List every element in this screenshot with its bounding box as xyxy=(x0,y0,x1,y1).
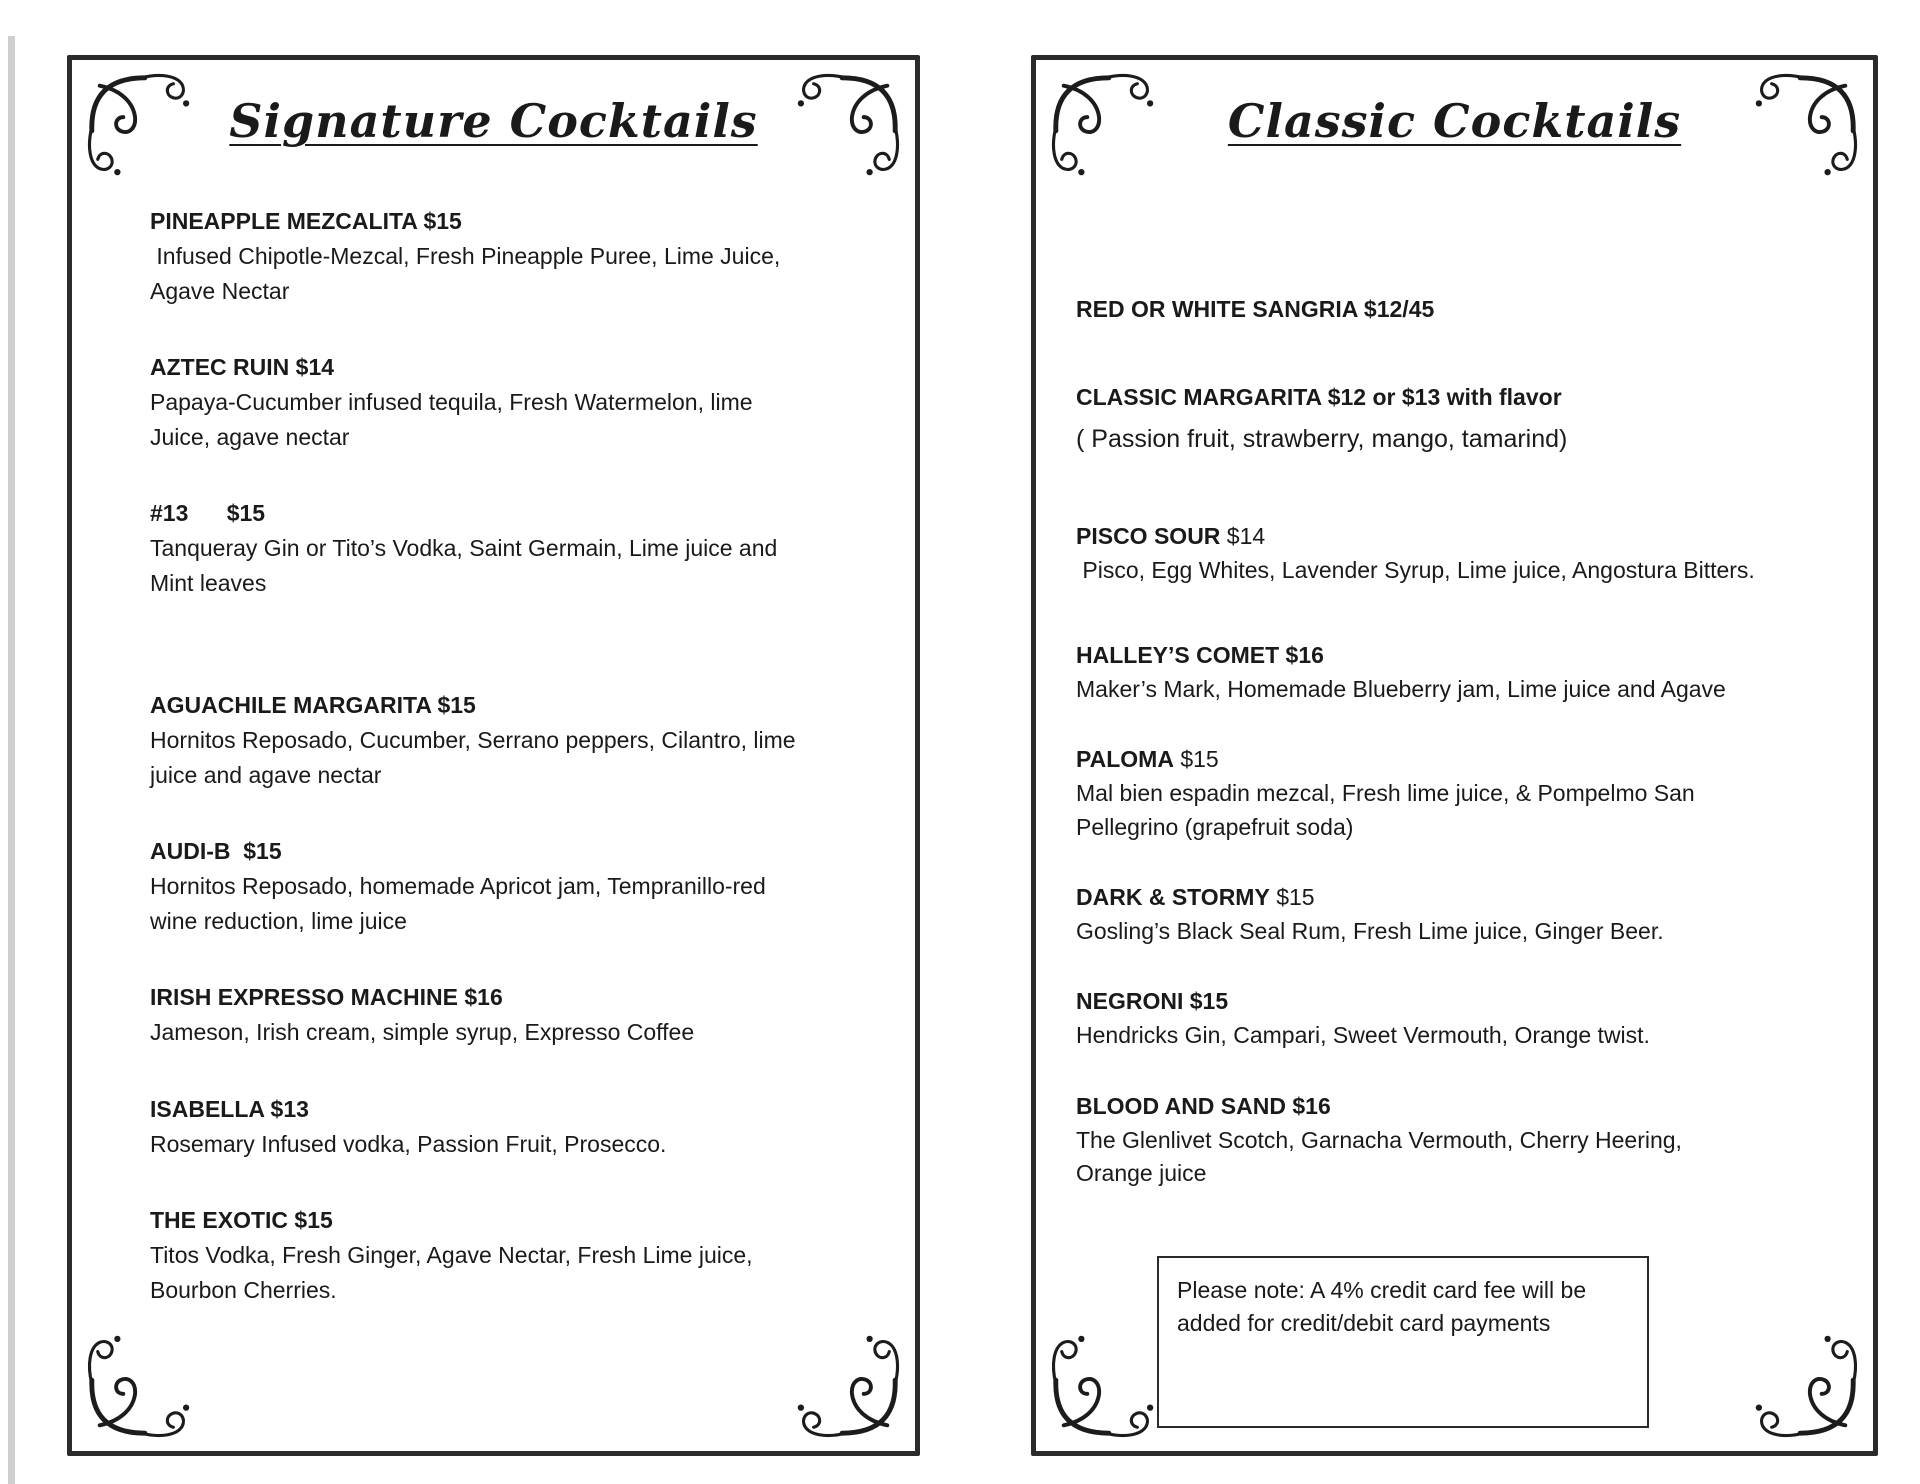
corner-flourish-icon xyxy=(84,1333,192,1441)
item-description: Mal bien espadin mezcal, Fresh lime juice, & Pompelmo San Pellegrino (grapefruit soda) xyxy=(1076,780,1702,840)
item-description: Tanqueray Gin or Tito’s Vodka, Saint Germain, Lime juice and Mint leaves xyxy=(150,535,784,596)
menu-item xyxy=(150,1205,857,1307)
item-description: Gosling’s Black Seal Rum, Fresh Lime juice, Ginger Beer. xyxy=(1076,917,1664,944)
item-heading: HALLEY’S COMET $16 xyxy=(1076,641,1324,668)
menu-item xyxy=(1076,294,1825,325)
item-heading: AUDI-B $15 xyxy=(150,838,282,865)
menu-item xyxy=(1076,1091,1825,1191)
item-description: Hornitos Reposado, Cucumber, Serrano peppers, Cilantro, lime juice and agave nectar xyxy=(150,727,802,788)
item-heading: IRISH EXPRESSO MACHINE $16 xyxy=(150,984,503,1011)
menu-item xyxy=(1076,382,1825,457)
menu-page-signature xyxy=(67,55,920,1456)
item-heading: PINEAPPLE MEZCALITA $15 xyxy=(150,208,462,234)
menu-item xyxy=(1076,882,1825,948)
credit-card-fee-note: Please note: A 4% credit card fee will be added for credit/debit card payments xyxy=(1157,1256,1649,1428)
item-description: Papaya-Cucumber infused tequila, Fresh Watermelon, lime Juice, agave nectar xyxy=(150,389,759,450)
item-heading: DARK & STORMY $15 xyxy=(1076,883,1315,910)
corner-flourish-icon xyxy=(1753,1333,1861,1441)
item-description: Jameson, Irish cream, simple syrup, Expresso Coffee xyxy=(150,1019,695,1046)
item-heading: PALOMA $15 xyxy=(1076,746,1219,773)
item-heading: AZTEC RUIN $14 xyxy=(150,354,335,381)
item-heading: RED OR WHITE SANGRIA $12/45 xyxy=(1076,296,1435,322)
page-title: Classic Cocktails xyxy=(1227,94,1682,148)
corner-flourish-icon xyxy=(84,70,192,178)
menu-item xyxy=(150,1094,857,1162)
page-title: Signature Cocktails xyxy=(229,94,758,148)
corner-flourish-icon xyxy=(1048,1333,1156,1441)
menu-item xyxy=(150,836,857,938)
item-heading: AGUACHILE MARGARITA $15 xyxy=(150,692,476,719)
menu-item xyxy=(150,982,857,1050)
menu-item xyxy=(1076,744,1825,844)
item-heading: BLOOD AND SAND $16 xyxy=(1076,1092,1331,1119)
menu-item xyxy=(150,690,857,792)
item-heading: CLASSIC MARGARITA $12 or $13 with flavor xyxy=(1076,384,1562,411)
corner-flourish-icon xyxy=(795,70,903,178)
corner-flourish-icon xyxy=(1753,70,1861,178)
item-description: Hendricks Gin, Campari, Sweet Vermouth, Orange twist. xyxy=(1076,1022,1650,1049)
item-description: ( Passion fruit, strawberry, mango, tamarind) xyxy=(1076,425,1568,454)
item-description: Hornitos Reposado, homemade Apricot jam, Tempranillo-red wine reduction, lime juice xyxy=(150,873,773,934)
corner-flourish-icon xyxy=(1048,70,1156,178)
item-description: Titos Vodka, Fresh Ginger, Agave Nectar, Fresh Lime juice, Bourbon Cherries. xyxy=(150,1242,759,1303)
item-heading: THE EXOTIC $15 xyxy=(150,1207,333,1234)
item-description: Maker’s Mark, Homemade Blueberry jam, Lime juice and Agave xyxy=(1076,675,1726,702)
item-heading: NEGRONI $15 xyxy=(1076,988,1229,1015)
menu-item xyxy=(1076,640,1825,706)
menu-item xyxy=(150,498,857,600)
menu-item xyxy=(1076,986,1825,1052)
menu-item xyxy=(150,206,857,308)
item-description: The Glenlivet Scotch, Garnacha Vermouth, Cherry Heering, Orange juice xyxy=(1076,1126,1689,1187)
item-description: Infused Chipotle-Mezcal, Fresh Pineapple Puree, Lime Juice, Agave Nectar xyxy=(150,243,786,304)
menu-list xyxy=(150,206,857,1307)
item-heading: ISABELLA $13 xyxy=(150,1095,309,1122)
scan-edge-artifact xyxy=(8,36,15,1484)
menu-page-classic xyxy=(1031,55,1878,1456)
menu-item xyxy=(1076,521,1825,587)
menu-item xyxy=(150,352,857,454)
item-description: Rosemary Infused vodka, Passion Fruit, Prosecco. xyxy=(150,1130,667,1157)
menu-list xyxy=(1076,294,1825,1190)
item-description: Pisco, Egg Whites, Lavender Syrup, Lime juice, Angostura Bitters. xyxy=(1076,557,1755,584)
item-heading: PISCO SOUR $14 xyxy=(1076,523,1266,550)
item-heading: #13 $15 xyxy=(150,500,266,527)
corner-flourish-icon xyxy=(795,1333,903,1441)
